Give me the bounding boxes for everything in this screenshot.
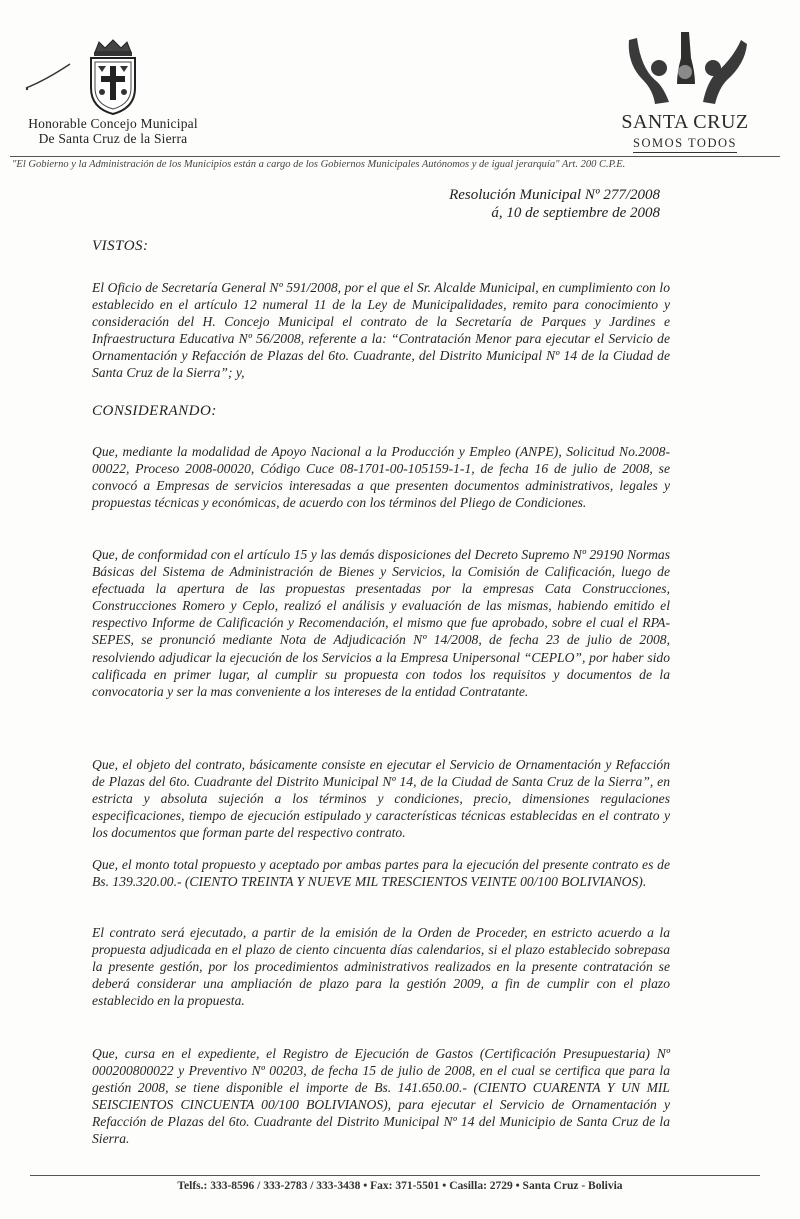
resolution-heading: [449, 186, 660, 222]
paragraph-plazo: El contrato será ejecutado, a partir de la emisión de la Orden de Proceder, en estricto acuerdo a la propuesta adjudicada en el plazo de ciento cincuenta días calendarios, si el plazo establecido sobrepasa la presente gestión, por los procedimientos administrativos realizados en la presente contratación se deberá considerar una ampliación de plazo para la gestión 2009, a fin de cumplir con el plazo establecido en la propuesta.: [92, 925, 670, 1009]
constitution-motto: "El Gobierno y la Administración de los Municipios están a cargo de los Gobiernos Municipales Autónomos y de igual jerarquía" Art. 200 C.P.E.: [12, 159, 626, 170]
section-vistos: VISTOS:: [92, 238, 149, 254]
council-name-line1: Honorable Concejo Municipal: [28, 116, 198, 131]
paragraph-certificacion: Que, cursa en el expediente, el Registro de Ejecución de Gastos (Certificación Presupuestaria) Nº 000200800022 y Preventivo Nº 00203, de fecha 15 de julio de 2008, en el cual se certifica que para la gestión 2008, se tiene disponible el importe de Bs. 141.650.00.- (CIENTO CUARENTA Y UN MIL SEISCIENTOS CINCUENTA 00/100 BOLIVIANOS), para ejecutar el Servicio de Ornamentación y Refacción de Plazas del 6to. Cuadrante del Distrito Municipal Nº 14 del Municipio de Santa Cruz de la Sierra.: [92, 1046, 670, 1147]
people-raising-arms-logo-icon: [615, 28, 755, 106]
resolution-date: á, 10 de septiembre de 2008: [491, 205, 660, 221]
santa-cruz-brand: [600, 28, 770, 158]
paragraph-objeto: Que, el objeto del contrato, básicamente consiste en ejecutar el Servicio de Ornamentación y Refacción de Plazas del 6to. Cuadrante del Distrito Municipal Nº 14, de la Ciudad de Santa Cruz de la Sierra”, en estricta y absoluta sujeción a los términos y condiciones, precio, dimensiones regulaciones especificaciones, tiempo de ejecución estipulado y características técnicas establecidas en el contrato y los documentos que forman parte del respectivo contrato.: [92, 757, 670, 841]
footer-divider: [30, 1175, 760, 1176]
municipal-coat-of-arms-icon: [81, 38, 145, 116]
paragraph-vistos: El Oficio de Secretaría General Nº 591/2008, por el que el Sr. Alcalde Municipal, en cumplimiento con lo establecido en el artículo 12 numeral 11 de la Ley de Municipalidades, remito para conocimiento y consideración del H. Concejo Municipal el contrato de la Secretaría de Parques y Jardines e Infraestructura Educativa Nº 56/2008, referente a la: “Contratación Menor para ejecutar el Servicio de Ornamentación y Refacción de Plazas del 6to. Cuadrante, del Distrito Municipal Nº 14 de la Ciudad de Santa Cruz de la Sierra”; y,: [92, 280, 670, 381]
brand-name: SANTA CRUZ: [621, 111, 749, 133]
council-header: [18, 38, 208, 158]
paragraph-anpe: Que, mediante la modalidad de Apoyo Nacional a la Producción y Empleo (ANPE), Solicitud No.2008-00022, Proceso 2008-00020, Código Cuce 08-1701-00-105159-1-1, de fecha 16 de julio de 2008, se convocó a Empresas de servicios interesadas a que presenten documentos administrativos, legales y propuestas técnicas y económicas, de acuerdo con los términos del Pliego de Condiciones.: [92, 444, 670, 511]
footer-contact: Telfs.: 333-8596 / 333-2783 / 333-3438 • Fax: 371-5501 • Casilla: 2729 • Santa Cruz - Bolivia: [177, 1180, 623, 1192]
paragraph-monto: Que, el monto total propuesto y aceptado por ambas partes para la ejecución del presente contrato es de Bs. 139.320.00.- (CIENTO TREINTA Y NUEVE MIL TRESCIENTOS VEINTE 00/100 BOLIVIANOS).: [92, 857, 670, 890]
council-name-line2: De Santa Cruz de la Sierra: [38, 131, 188, 146]
section-considerando: CONSIDERANDO:: [92, 403, 217, 419]
header-divider: [10, 156, 780, 157]
paragraph-calificacion: Que, de conformidad con el artículo 15 y las demás disposiciones del Decreto Supremo Nº 29190 Normas Básicas del Sistema de Administración de Bienes y Servicios, la Comisión de Calificación, luego de efectuada la apertura de las propuestas presentadas por la empresas Cata Construcciones, Construcciones Romero y Ceplo, realizó el análisis y evaluación de las mismas, habiendo emitido el respectivo Informe de Calificación y Recomendación, el mismo que fue aprobado, sobre el cual el RPA- SEPES, se pronunció mediante Nota de Adjudicación Nº 14/2008, de fecha 23 de julio de 2008, resolviendo adjudicar la ejecución de los Servicios a la Empresa Unipersonal “CEPLO”, por haber sido calificada en primer lugar, al cumplir su propuesta con todos los requisitos y documentos de la convocatoria y ser la mas conveniente a los intereses de la entidad Contratante.: [92, 547, 670, 699]
brand-tagline: SOMOS TODOS: [633, 136, 737, 153]
resolution-number: Resolución Municipal Nº 277/2008: [449, 187, 660, 203]
